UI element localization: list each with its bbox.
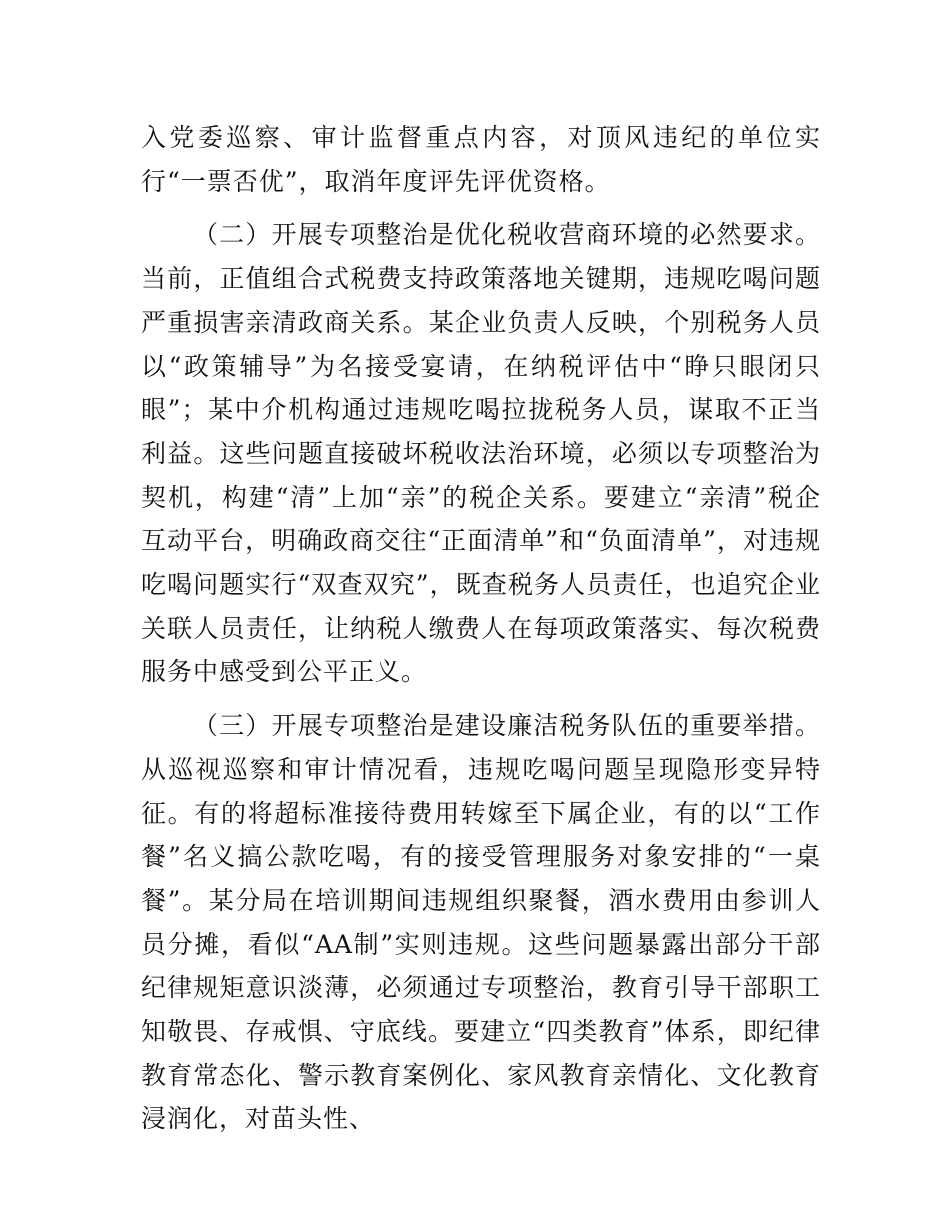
paragraph-section-two: （二）开展专项整治是优化税收营商环境的必然要求。当前，正值组合式税费支持政策落地关键期，违规吃喝问题严重损害亲清政商关系。某企业负责人反映，个别税务人员以“政策辅导”为名接受宴请，在纳税评估中“睁只眼闭只眼”；某中介机构通过违规吃喝拉拢税务人员，谋取不正当利益。这些问题直接破坏税收法治环境，必须以专项整治为契机，构建“清”上加“亲”的税企关系。要建立“亲清”税企互动平台，明确政商交往“正面清单”和“负面清单”，对违规吃喝问题实行“双查双究”，既查税务人员责任，也追究企业关联人员责任，让纳税人缴费人在每项政策落实、每次税费服务中感受到公平正义。 <box>141 220 821 687</box>
paragraph-continuation: 入党委巡察、审计监督重点内容，对顶风违纪的单位实行“一票否优”，取消年度评先评优资格。 <box>141 123 821 196</box>
paragraph-section-three: （三）开展专项整治是建设廉洁税务队伍的重要举措。从巡视巡察和审计情况看，违规吃喝问题呈现隐形变异特征。有的将超标准接待费用转嫁至下属企业，有的以“工作餐”名义搞公款吃喝，有的接受管理服务对象安排的“一桌餐”。某分局在培训期间违规组织聚餐，酒水费用由参训人员分摊，看似“AA制”实则违规。这些问题暴露出部分干部纪律规矩意识淡薄，必须通过专项整治，教育引导干部职工知敬畏、存戒惧、守底线。要建立“四类教育”体系，即纪律教育常态化、警示教育案例化、家风教育亲情化、文化教育浸润化，对苗头性、 <box>141 711 821 1134</box>
document-body <box>141 116 821 1141</box>
